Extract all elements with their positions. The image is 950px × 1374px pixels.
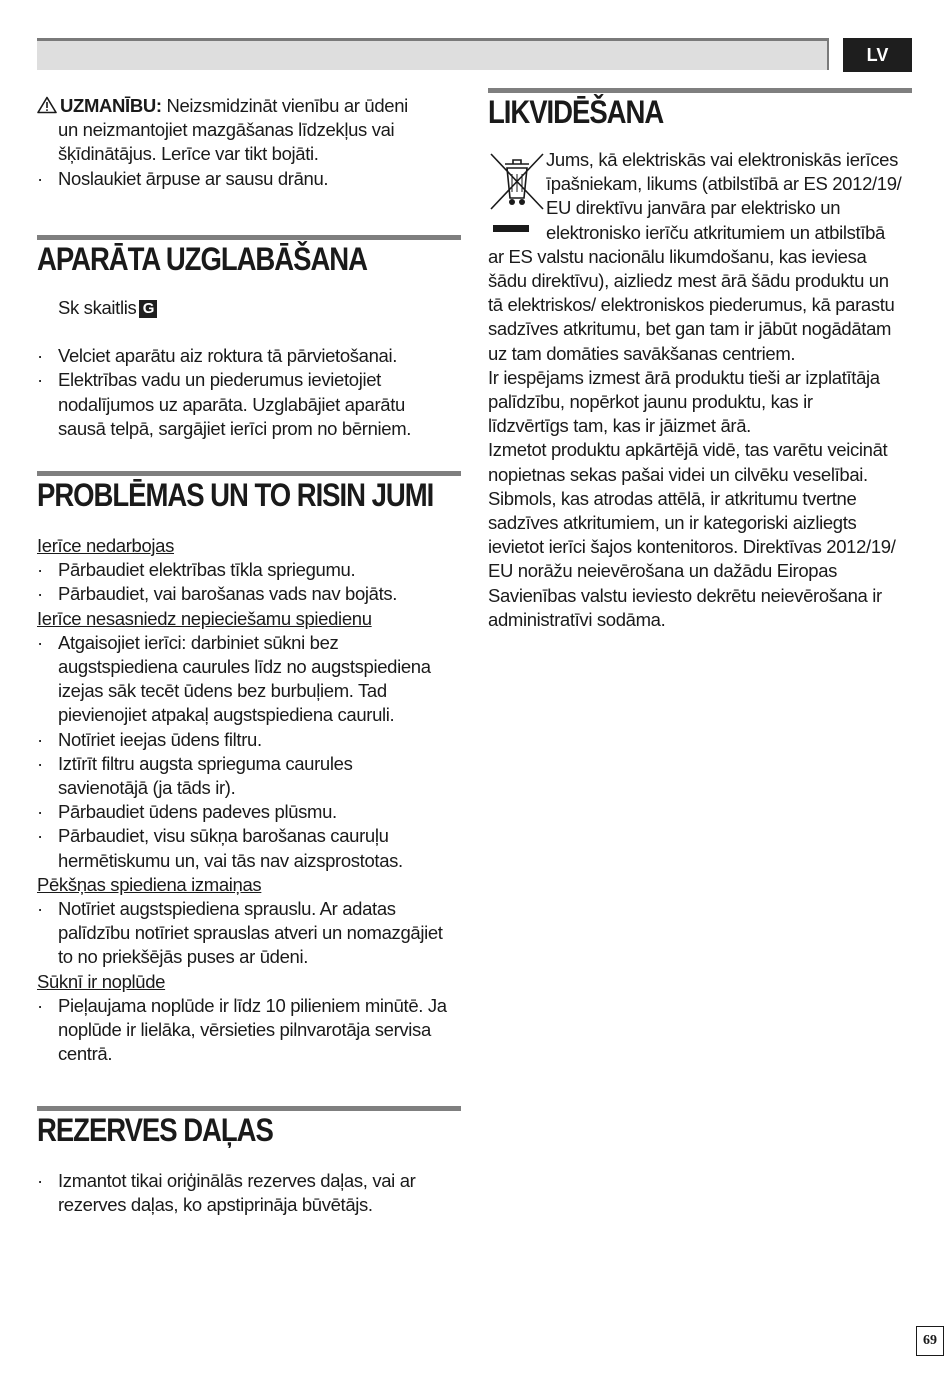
problem-heading: Sūknī ir noplūde [37, 970, 166, 992]
list-item-text: hermētiskumu un, vai tās nav aizsprostotas. [58, 849, 403, 871]
list-item-text: noplūde ir lielāka, vērsieties pilnvarotāja servisa [58, 1019, 431, 1041]
list-item-text: · Pieļaujama noplūde ir līdz 10 pilieniem minūtē. Ja [58, 994, 447, 1016]
list-item-text: · Notīriet augstspiediena sprauslu. Ar adatas [58, 898, 396, 920]
list-item [37, 752, 461, 800]
disposal-line: tā elektriskos/ elektroniskos piederumus, kā parastu [488, 294, 895, 316]
section-title: PROBLĒMAS UN TO RISIN JUMI [37, 477, 434, 513]
disposal-line: līdzvērtīgs tam, kas ir jāizmet ārā. [488, 415, 751, 437]
list-item-text: izejas sāk tecēt ūdens bez burbuļiem. Tad [58, 680, 387, 702]
section-title: APARĀTA UZGLABĀŠANA [37, 241, 367, 277]
spare-parts-section [37, 1106, 461, 1217]
disposal-line: īpašniekam, likums (atbilstībā ar ES 2012/19/ [546, 173, 902, 195]
figure-reference [37, 296, 461, 320]
problems-section [37, 471, 461, 1066]
disposal-text [488, 148, 912, 632]
section-title: LIKVIDĒŠANA [488, 94, 664, 130]
disposal-line: Ir iespējams izmest ārā produktu tieši ar izplatītāja [488, 366, 880, 388]
disposal-line: EU norāžu neievērošana un dažādu Eiropas [488, 560, 838, 582]
list-item: · Pārbaudiet, vai barošanas vads nav bojāts. [37, 582, 461, 606]
list-item: · Pārbaudiet elektrības tīkla spriegumu. [37, 558, 461, 582]
list-item-text: nodalījumos uz aparāta. Uzglabājiet aparātu [58, 393, 405, 415]
warning-text: un neizmantojiet mazgāšanas līdzekļus vai [58, 119, 395, 141]
list-item: · Noslaukiet ārpuse ar sausu drānu. [37, 167, 461, 191]
disposal-line: ievietot ierīci šajos kontenitoros. Direktīvas 2012/19/ [488, 536, 896, 558]
disposal-line: Savienības valstu ieviesto dekrētu neievērošana ir [488, 584, 882, 606]
list-item-text: · Elektrības vadu un piederumus ievietojiet [58, 369, 381, 391]
warning-block [37, 94, 461, 191]
list-item [37, 1169, 461, 1217]
list-item-text: · Iztīrīt filtru augsta sprieguma caurules [58, 752, 353, 774]
disposal-line: Sibmols, kas atrodas attēlā, ir atkritumu tvertne [488, 487, 857, 509]
problems-list [37, 534, 461, 1066]
list-item-text: · Velciet aparātu aiz roktura tā pārvietošanai. [58, 345, 398, 367]
section-title: REZERVES DAĻAS [37, 1112, 273, 1148]
see-figure-text: Sk skaitlis [58, 297, 137, 318]
list-item-text: centrā. [58, 1043, 113, 1065]
list-item-text: savienotājā (ja tāds ir). [58, 777, 236, 799]
list-item-text: sausā telpā, sargājiet ierīci prom no bērniem. [58, 417, 412, 439]
list-item [37, 631, 461, 728]
problem-heading: Ierīce nedarbojas [37, 535, 175, 556]
list-item-text: pievienojiet atpakaļ augstspiediena cauruli. [58, 704, 395, 726]
list-item [37, 994, 461, 1067]
storage-section [37, 235, 461, 441]
list-item [37, 897, 461, 970]
disposal-line: palīdzību, nopērkot jaunu produktu, kas ir [488, 391, 813, 413]
disposal-line: nopietnas sekas pašai videi un cilvēku veselībai. [488, 463, 868, 485]
list-item [37, 824, 461, 872]
disposal-line: ar ES valstu nacionālu likumdošanu, kas ieviesa [488, 245, 867, 267]
warning-text: šķīdinātājus. Lerīce var tikt bojāti. [58, 143, 319, 165]
list-item-text: · Pārbaudiet, visu sūkņa barošanas cauruļu [58, 825, 389, 847]
list-item-text: · Izmantot tikai oriģinālās rezerves daļas, vai ar [58, 1170, 416, 1191]
disposal-line: uz tam domāties savākšanas centriem. [488, 342, 796, 364]
warning-label: UZMANĪBU: [60, 95, 162, 116]
list-item [37, 368, 461, 441]
disposal-line: sadzīves atkritumiem, un ir kategoriski aizliegts [488, 512, 857, 534]
disposal-line: elektronisko ierīču atkritumiem un atbilstībā [546, 221, 885, 243]
list-item: · Pārbaudiet ūdens padeves plūsmu. [37, 800, 461, 824]
list-item-text: to no priekšējās puses ar ūdeni. [58, 946, 309, 968]
list-item-text: rezerves daļas, ko apstiprināja būvētājs. [58, 1194, 373, 1216]
disposal-line: EU direktīvu janvāra par elektrisko un [546, 197, 841, 219]
list-item-text: augstspiediena caurules līdz no augstspiediena [58, 656, 431, 678]
language-badge: LV [843, 38, 912, 72]
disposal-section [488, 88, 912, 131]
warning-triangle-icon [37, 96, 57, 114]
list-item-text: · Atgaisojiet ierīci: darbiniet sūkni bez [58, 631, 339, 653]
disposal-line: Izmetot produktu apkārtējā vidē, tas varētu veicināt [488, 439, 888, 461]
problem-heading: Pēkšņas spiediena izmaiņas [37, 873, 262, 895]
page-number: 69 [916, 1326, 944, 1356]
disposal-line: sadzīves atkritumu, bet gan tam ir jābūt nogādātam [488, 318, 892, 340]
disposal-line: Jums, kā elektriskās vai elektroniskās ierīces [546, 149, 898, 170]
warning-text: Neizsmidzināt vienību ar ūdeni [166, 95, 408, 116]
list-item [37, 344, 461, 368]
header-bar [37, 38, 829, 70]
list-item-text: palīdzību notīriet sprauslas atveri un nomazgājiet [58, 922, 443, 944]
storage-list [37, 344, 461, 441]
disposal-line: administratīvi sodāma. [488, 608, 666, 630]
list-item: · Notīriet ieejas ūdens filtru. [37, 728, 461, 752]
disposal-line: šādu direktīvu), aizliedz mest ārā šādu produktu un [488, 270, 889, 292]
figure-letter-badge: G [139, 300, 157, 318]
problem-heading: Ierīce nesasniedz nepieciešamu spiedienu [37, 607, 372, 629]
